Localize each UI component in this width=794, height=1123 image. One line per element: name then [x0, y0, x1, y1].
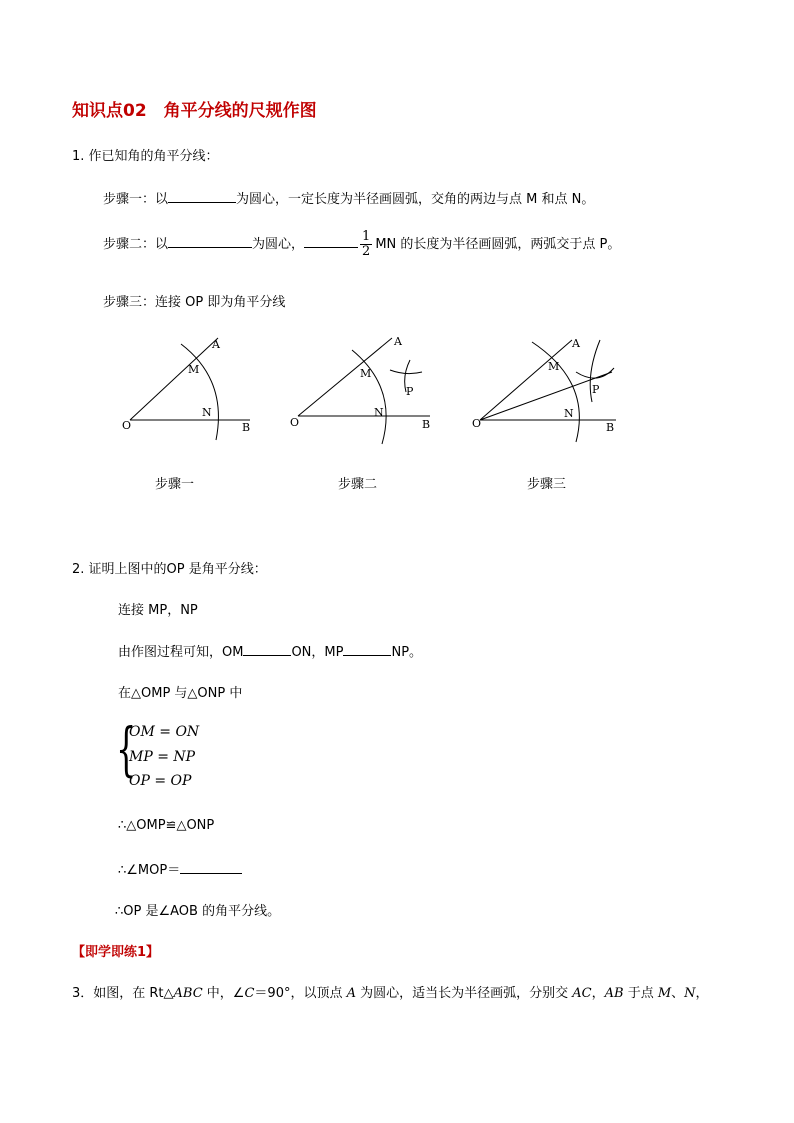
frac-den: 2: [362, 244, 371, 259]
step2-blank-1[interactable]: [168, 235, 252, 248]
step2-suffix: MN 的长度为半径画圆弧，两弧交于点 P。: [375, 237, 621, 252]
line2-blank-2[interactable]: [343, 643, 391, 656]
q2-concl3: ∴OP 是∠AOB 的角平分线。: [115, 904, 281, 919]
step2-text: [103, 230, 620, 259]
step2-mid: 为圆心，: [252, 237, 305, 252]
q3-part-k: 于点: [623, 986, 658, 1001]
q2-concl2: [118, 859, 242, 878]
bisector-op: [480, 372, 612, 420]
line2-mid: ON，MP: [291, 645, 344, 660]
label-a: A: [212, 338, 220, 351]
q3-ac: AC: [572, 986, 592, 1001]
label-o: O: [122, 419, 132, 432]
q2-concl1: ∴△OMP≌△ONP: [118, 818, 215, 833]
label-m: M: [188, 363, 200, 376]
q3-a: A: [346, 986, 356, 1001]
q2-intro: 2. 证明上图中的OP 是角平分线：: [72, 562, 267, 577]
step1-suffix: 为圆心，一定长度为半径画圆弧，交角的两边与点 M 和点 N。: [236, 192, 595, 207]
q3-part-a: 3．如图，在 Rt△: [72, 986, 174, 1001]
step1-text: [103, 188, 594, 207]
label-m: M: [548, 360, 560, 373]
caption-step1: 步骤一: [155, 477, 195, 492]
step1-prefix: 步骤一：以: [103, 192, 169, 207]
step2-prefix: 步骤二：以: [103, 237, 169, 252]
system-brace: {: [116, 715, 137, 783]
q3-abc: ABC: [173, 986, 203, 1001]
q2-line2: [118, 641, 422, 660]
arc-p-1: [576, 368, 614, 378]
line2-blank-1[interactable]: [243, 643, 291, 656]
page-title: 知识点02 角平分线的尺规作图: [72, 101, 317, 121]
arc-mn: [352, 350, 386, 444]
ray-oa: [298, 338, 392, 416]
step2-blank-2[interactable]: [304, 235, 358, 248]
label-p: P: [406, 385, 414, 398]
q3-part-i: ，: [591, 986, 605, 1001]
q3-part-g: 为圆心，适当长为半径画弧，分别交: [356, 986, 573, 1001]
step1-blank[interactable]: [168, 190, 236, 203]
label-b: B: [606, 421, 615, 434]
q3-m: M: [657, 986, 672, 1001]
line2-prefix: 由作图过程可知，OM: [118, 645, 244, 660]
label-b: B: [422, 418, 431, 431]
ray-oa: [480, 340, 572, 420]
label-n: N: [374, 406, 384, 419]
concl2-blank[interactable]: [180, 861, 242, 874]
practice-heading: 【即学即练1】: [72, 945, 160, 960]
q2-line3: 在△OMP 与△ONP 中: [118, 686, 243, 701]
figure-step3: [466, 330, 626, 448]
system-eq-3: OP = OP: [129, 773, 192, 789]
q3-c: C: [244, 986, 255, 1001]
frac-num: 1: [362, 229, 371, 244]
label-o: O: [290, 416, 300, 429]
q3-part-o: ，: [695, 986, 709, 1001]
label-n: N: [564, 407, 574, 420]
q3-part-e: ＝90°，以顶点: [254, 986, 347, 1001]
system-eq-1: OM = ON: [129, 724, 200, 740]
label-b: B: [242, 421, 251, 434]
system-eq-2: MP = NP: [129, 749, 196, 765]
label-m: M: [360, 367, 372, 380]
label-o: O: [472, 417, 482, 430]
label-a: A: [572, 337, 580, 350]
figure-step1: [118, 330, 268, 445]
figure-step2: [288, 330, 448, 448]
step3-text: 步骤三：连接 OP 即为角平分线: [103, 295, 286, 310]
caption-step3: 步骤三: [527, 477, 567, 492]
label-p: P: [592, 383, 600, 396]
q3-ab: AB: [604, 986, 624, 1001]
line2-suffix: NP。: [391, 645, 423, 660]
caption-step2: 步骤二: [338, 477, 378, 492]
q3-part-c: 中，∠: [202, 986, 245, 1001]
arc-mn: [181, 344, 218, 440]
q3-text: [72, 982, 709, 1001]
label-a: A: [394, 335, 402, 348]
concl2-text: ∴∠MOP＝: [118, 863, 181, 878]
fraction-half: [360, 230, 372, 259]
q3-n: N: [684, 986, 696, 1001]
q1-intro: 1. 作已知角的角平分线：: [72, 149, 219, 164]
q2-line1: 连接 MP，NP: [118, 603, 198, 618]
q3-part-m: 、: [671, 986, 685, 1001]
label-n: N: [202, 406, 212, 419]
